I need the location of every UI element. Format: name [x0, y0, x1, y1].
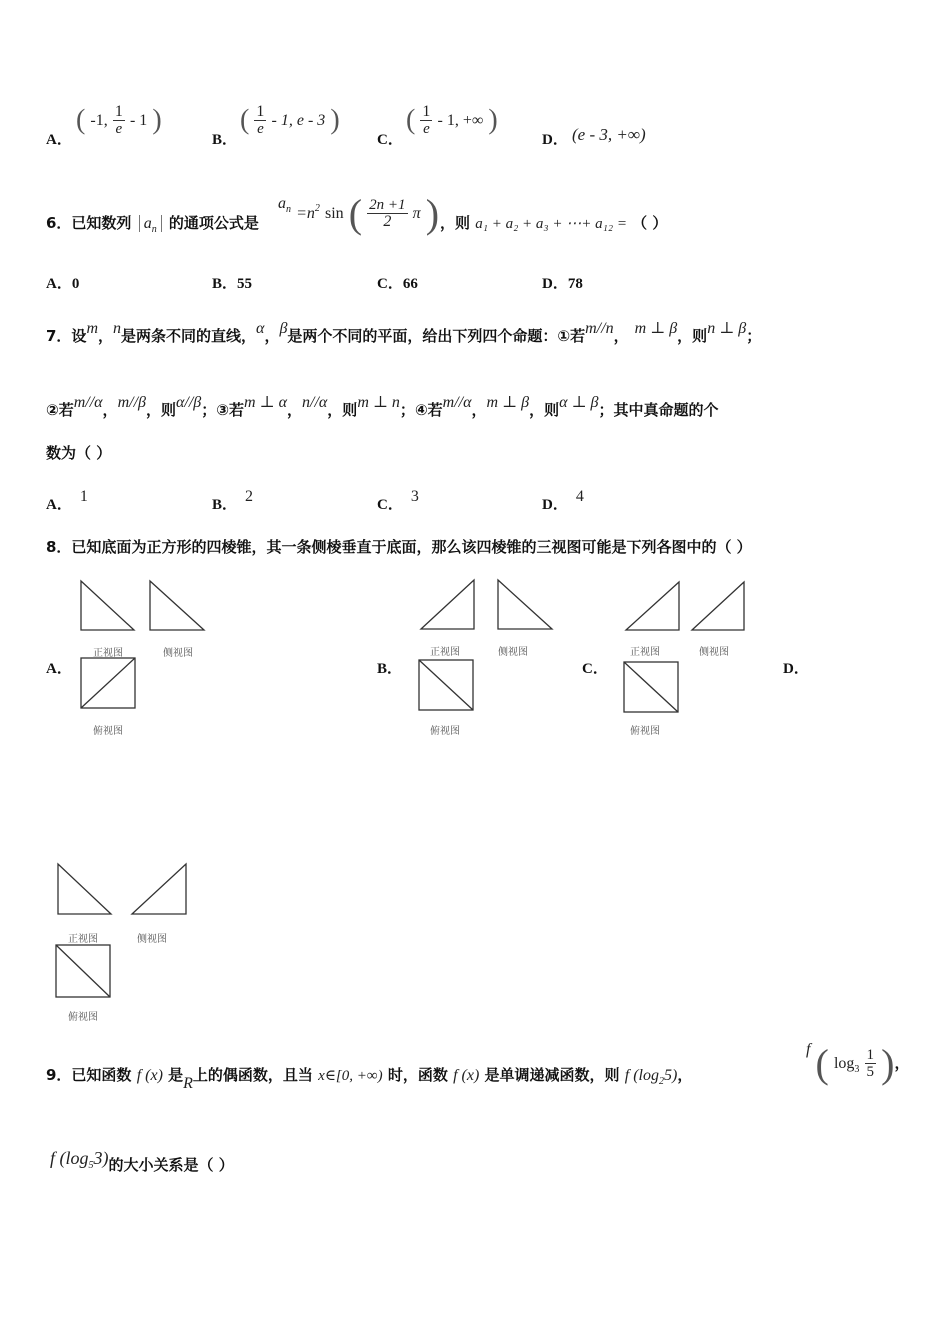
q5-c-right: - 1, +∞: [437, 112, 484, 129]
q8-d-front-label: 正视图: [68, 934, 98, 945]
q8-c-side-view: [692, 582, 744, 630]
q6-option-d: D．78: [542, 276, 583, 292]
q8-c-front-view: [626, 582, 679, 630]
q9-fx: f (x): [136, 1067, 163, 1084]
q6-formula-sin: sin: [324, 205, 344, 222]
q8-c-front-label: 正视图: [630, 647, 660, 658]
q6-option-a: A．0: [46, 276, 80, 292]
q5-b-frac: $\frac{1}{e}$: [256, 103, 265, 137]
q5-b-right: - 1, e - 3: [271, 112, 326, 129]
q9-f-log5-3: f $(\log_53)$: [50, 1148, 109, 1171]
q8-option-b-figure: [418, 578, 558, 738]
q7-option-c: C． 3: [377, 488, 419, 513]
q9-line-2: f $(\log_53)$的大小关系是（ ）: [50, 1148, 234, 1174]
q7-line-1: 7．设m，n是两条不同的直线，α，β是两个不同的平面，给出下列四个命题：①若m//n， m ⊥ β，则n ⊥ β；: [46, 320, 762, 345]
q7-option-b: B． 2: [212, 488, 254, 513]
q8-d-side-label: 侧视图: [137, 934, 167, 945]
q5-c-frac: $\frac{1}{e}$: [422, 103, 431, 137]
q8-a-front-label: 正视图: [93, 648, 123, 659]
q9-R: R: [183, 1075, 193, 1092]
q8-option-c-figure: [622, 578, 752, 738]
q5-option-c-expr: ( $\frac{1}{e}$ - 1, +∞ ): [406, 103, 498, 137]
q6-seq: $a_n$: [139, 215, 162, 232]
q9-line-1: 9．已知函数 f (x) 是R上的偶函数，且当 x∈[0, +∞) 时，函数 f (x) 是单调递减函数，则 f $(\log_25)$，: [46, 1066, 693, 1092]
q9-f-log2-5: f $(\log_25)$: [624, 1067, 678, 1087]
q7-line-2: ②若m//α，m//β，则α//β；③若m ⊥ α，n//α，则m ⊥ n；④若m//α，m ⊥ β，则α ⊥ β；其中真命题的个: [46, 394, 719, 419]
q8-a-side-label: 侧视图: [163, 648, 193, 659]
q8-b-side-view: [498, 580, 552, 629]
q8-option-b-label: B．: [377, 661, 403, 677]
q6-formula: $a_n =n^2$ sin ( $\frac{2n +1}{2}$ π ): [278, 191, 440, 236]
q8-a-front-view: [81, 581, 134, 630]
q6-tail: ，则 a₁ + a₂ + a₃ + ⋯+ a₁₂ = （ ）: [440, 214, 668, 232]
q6-formula-frac: $\frac{2n +1}{2}$: [369, 197, 406, 230]
q5-a-left: -1,: [90, 112, 108, 129]
q5-a-right: - 1: [129, 112, 148, 129]
q9-f-log3-fifth: f ( $\log_3$ $\frac{1}{5}$ )，: [806, 1041, 910, 1086]
q8-d-front-view: [58, 864, 111, 914]
q5-option-b-label: B．: [212, 132, 238, 148]
q6-option-b: B．55: [212, 276, 253, 292]
q5-option-c-label: C．: [377, 132, 403, 148]
q5-option-b-expr: ( $\frac{1}{e}$ - 1, e - 3 ): [240, 103, 340, 137]
q5-option-a-expr: ( -1, $\frac{1}{e}$ - 1 ): [76, 103, 162, 137]
q6-option-c: C．66: [377, 276, 418, 292]
q5-a-frac: $\frac{1}{e}$: [114, 103, 123, 137]
q5-option-d-expr: (e - 3, +∞): [572, 125, 646, 144]
q8-b-front-view: [421, 580, 474, 629]
q8-d-top-label: 俯视图: [68, 1012, 98, 1023]
q8-b-front-label: 正视图: [430, 647, 460, 658]
q8-a-side-view: [150, 581, 204, 630]
q8-option-a-label: A．: [46, 661, 72, 677]
q7-option-a: A． 1: [46, 488, 88, 513]
q8-d-side-view: [132, 864, 186, 914]
q8-option-c-label: C．: [582, 661, 608, 677]
q9-interval: x∈[0, +∞): [318, 1068, 383, 1084]
q6-formula-eq: $=n^2$: [296, 203, 320, 222]
q8-c-side-label: 侧视图: [699, 647, 729, 658]
q8-b-side-label: 侧视图: [498, 647, 528, 658]
q5-option-a-label: A．: [46, 132, 72, 148]
q6-formula-pi: π: [412, 205, 421, 222]
q5-option-d-label: D．: [542, 132, 568, 148]
q8-stem: 8．已知底面为正方形的四棱锥，其一条侧棱垂直于底面，那么该四棱锥的三视图可能是下列各图中的（ ）: [46, 538, 752, 556]
q9-fx-2: f (x): [453, 1067, 480, 1084]
q8-a-top-label: 俯视图: [93, 726, 123, 737]
q7-option-d: D． 4: [542, 488, 584, 513]
q7-line-3: 数为（ ）: [46, 444, 112, 462]
q8-option-d-label: D．: [783, 661, 809, 677]
q8-c-top-label: 俯视图: [630, 726, 660, 737]
q6-stem: 6．已知数列 $a_n$ 的通项公式是: [46, 214, 259, 235]
q8-b-top-label: 俯视图: [430, 726, 460, 737]
q6-sum: a₁ + a₂ + a₃ + ⋯+ a₁₂ =: [475, 216, 627, 232]
q6-formula-lhs: $a_n$: [278, 195, 291, 215]
